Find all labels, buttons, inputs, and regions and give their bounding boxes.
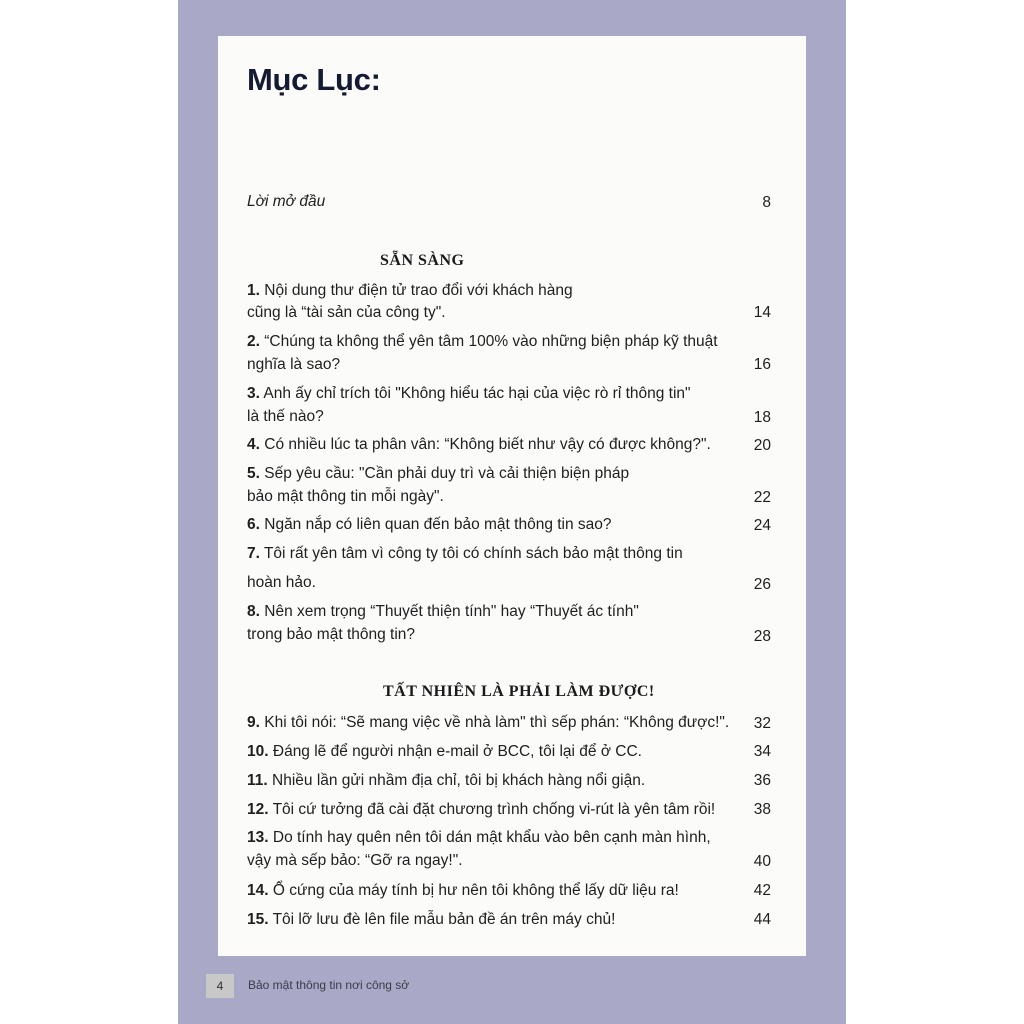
toc-entry-line xyxy=(247,603,639,621)
entry-title: Đáng lẽ để người nhận e-mail ở BCC, tôi lại để ở CC. xyxy=(272,743,642,760)
entry-number: 12. xyxy=(247,801,269,818)
entry-page: 36 xyxy=(753,772,771,789)
toc-entry-line xyxy=(247,333,718,351)
toc-entry-line xyxy=(247,545,683,563)
entry-title: Khi tôi nói: “Sẽ mang việc về nhà làm" thì sếp phán: “Không được!". xyxy=(264,714,730,731)
entry-page: 20 xyxy=(753,437,771,454)
entry-number: 1. xyxy=(247,282,260,299)
entry-number: 7. xyxy=(247,545,260,562)
entry-number: 9. xyxy=(247,714,260,731)
section-heading: SẴN SÀNG xyxy=(380,252,465,269)
entry-title-continued: vậy mà sếp bảo: “Gỡ ra ngay!". xyxy=(247,852,463,869)
entry-title: Nội dung thư điện tử trao đổi với khách hàng xyxy=(264,282,573,299)
entry-title: Tôi lỡ lưu đè lên file mẫu bản đề án trên máy chủ! xyxy=(272,911,616,928)
entry-title: Do tính hay quên nên tôi dán mật khẩu vào bên cạnh màn hình, xyxy=(272,829,711,846)
toc-entry-line xyxy=(247,282,573,300)
toc-entry-line xyxy=(247,714,729,732)
entry-number: 6. xyxy=(247,516,260,533)
toc-entry-line xyxy=(247,801,715,819)
entry-title-continued: nghĩa là sao? xyxy=(247,356,341,373)
entry-number: 14. xyxy=(247,882,269,899)
preface-page: 8 xyxy=(762,194,771,211)
entry-title: Nên xem trọng “Thuyết thiện tính" hay “Thuyết ác tính" xyxy=(264,603,639,620)
entry-title: Tôi cứ tưởng đã cài đặt chương trình chống vi-rút là yên tâm rồi! xyxy=(272,801,716,818)
entry-page: 44 xyxy=(753,911,771,928)
toc-entry-line xyxy=(247,743,642,761)
entry-number: 10. xyxy=(247,743,269,760)
toc-entry-line xyxy=(247,436,711,454)
entry-number: 3. xyxy=(247,385,260,402)
toc-entry-line xyxy=(247,465,629,483)
entry-page: 16 xyxy=(753,356,771,373)
toc-entry-line xyxy=(247,882,679,900)
entry-number: 2. xyxy=(247,333,260,350)
footer-page-number: 4 xyxy=(206,974,234,998)
section-heading: TẤT NHIÊN LÀ PHẢI LÀM ĐƯỢC! xyxy=(383,683,655,700)
entry-title: Ngăn nắp có liên quan đến bảo mật thông tin sao? xyxy=(264,516,612,533)
entry-title: Có nhiều lúc ta phân vân: “Không biết như vậy có được không?". xyxy=(264,436,711,453)
entry-title: Sếp yêu cầu: "Cần phải duy trì và cải thiện biện pháp xyxy=(264,465,630,482)
entry-page: 22 xyxy=(753,489,771,506)
entry-number: 11. xyxy=(247,772,268,789)
footer-book-title: Bảo mật thông tin nơi công sở xyxy=(248,978,410,992)
entry-title: Ổ cứng của máy tính bị hư nên tôi không thể lấy dữ liệu ra! xyxy=(272,882,679,899)
preface-title: Lời mở đầu xyxy=(247,193,326,210)
entry-title: Nhiều lần gửi nhầm địa chỉ, tôi bị khách hàng nổi giận. xyxy=(272,772,646,789)
entry-page: 26 xyxy=(753,576,771,593)
entry-title: Anh ấy chỉ trích tôi "Không hiểu tác hại của việc rò rỉ thông tin" xyxy=(263,385,691,402)
entry-number: 13. xyxy=(247,829,269,846)
toc-entry-line xyxy=(247,516,612,534)
entry-title-continued: bảo mật thông tin mỗi ngày". xyxy=(247,488,444,505)
toc-entry-line xyxy=(247,385,691,403)
entry-title-continued: cũng là “tài sản của công ty". xyxy=(247,304,446,321)
entry-title-continued: trong bảo mật thông tin? xyxy=(247,626,416,643)
entry-title-continued: hoàn hảo. xyxy=(247,574,316,591)
page-title: Mục Lục: xyxy=(247,62,381,97)
entry-number: 4. xyxy=(247,436,260,453)
entry-page: 42 xyxy=(753,882,771,899)
entry-page: 18 xyxy=(753,409,771,426)
entry-title-continued: là thế nào? xyxy=(247,408,324,425)
entry-page: 40 xyxy=(753,853,771,870)
entry-page: 34 xyxy=(753,743,771,760)
page-footer xyxy=(206,974,666,998)
entry-number: 8. xyxy=(247,603,260,620)
toc-entry-line xyxy=(247,829,711,847)
entry-number: 15. xyxy=(247,911,269,928)
entry-page: 28 xyxy=(753,628,771,645)
entry-title: Tôi rất yên tâm vì công ty tôi có chính sách bảo mật thông tin xyxy=(263,545,683,562)
toc-entry-line xyxy=(247,911,615,929)
entry-page: 32 xyxy=(753,715,771,732)
entry-page: 24 xyxy=(753,517,771,534)
entry-title: “Chúng ta không thể yên tâm 100% vào những biện pháp kỹ thuật xyxy=(264,333,718,350)
entry-number: 5. xyxy=(247,465,260,482)
entry-page: 14 xyxy=(753,304,771,321)
toc-entry-line xyxy=(247,772,645,790)
entry-page: 38 xyxy=(753,801,771,818)
